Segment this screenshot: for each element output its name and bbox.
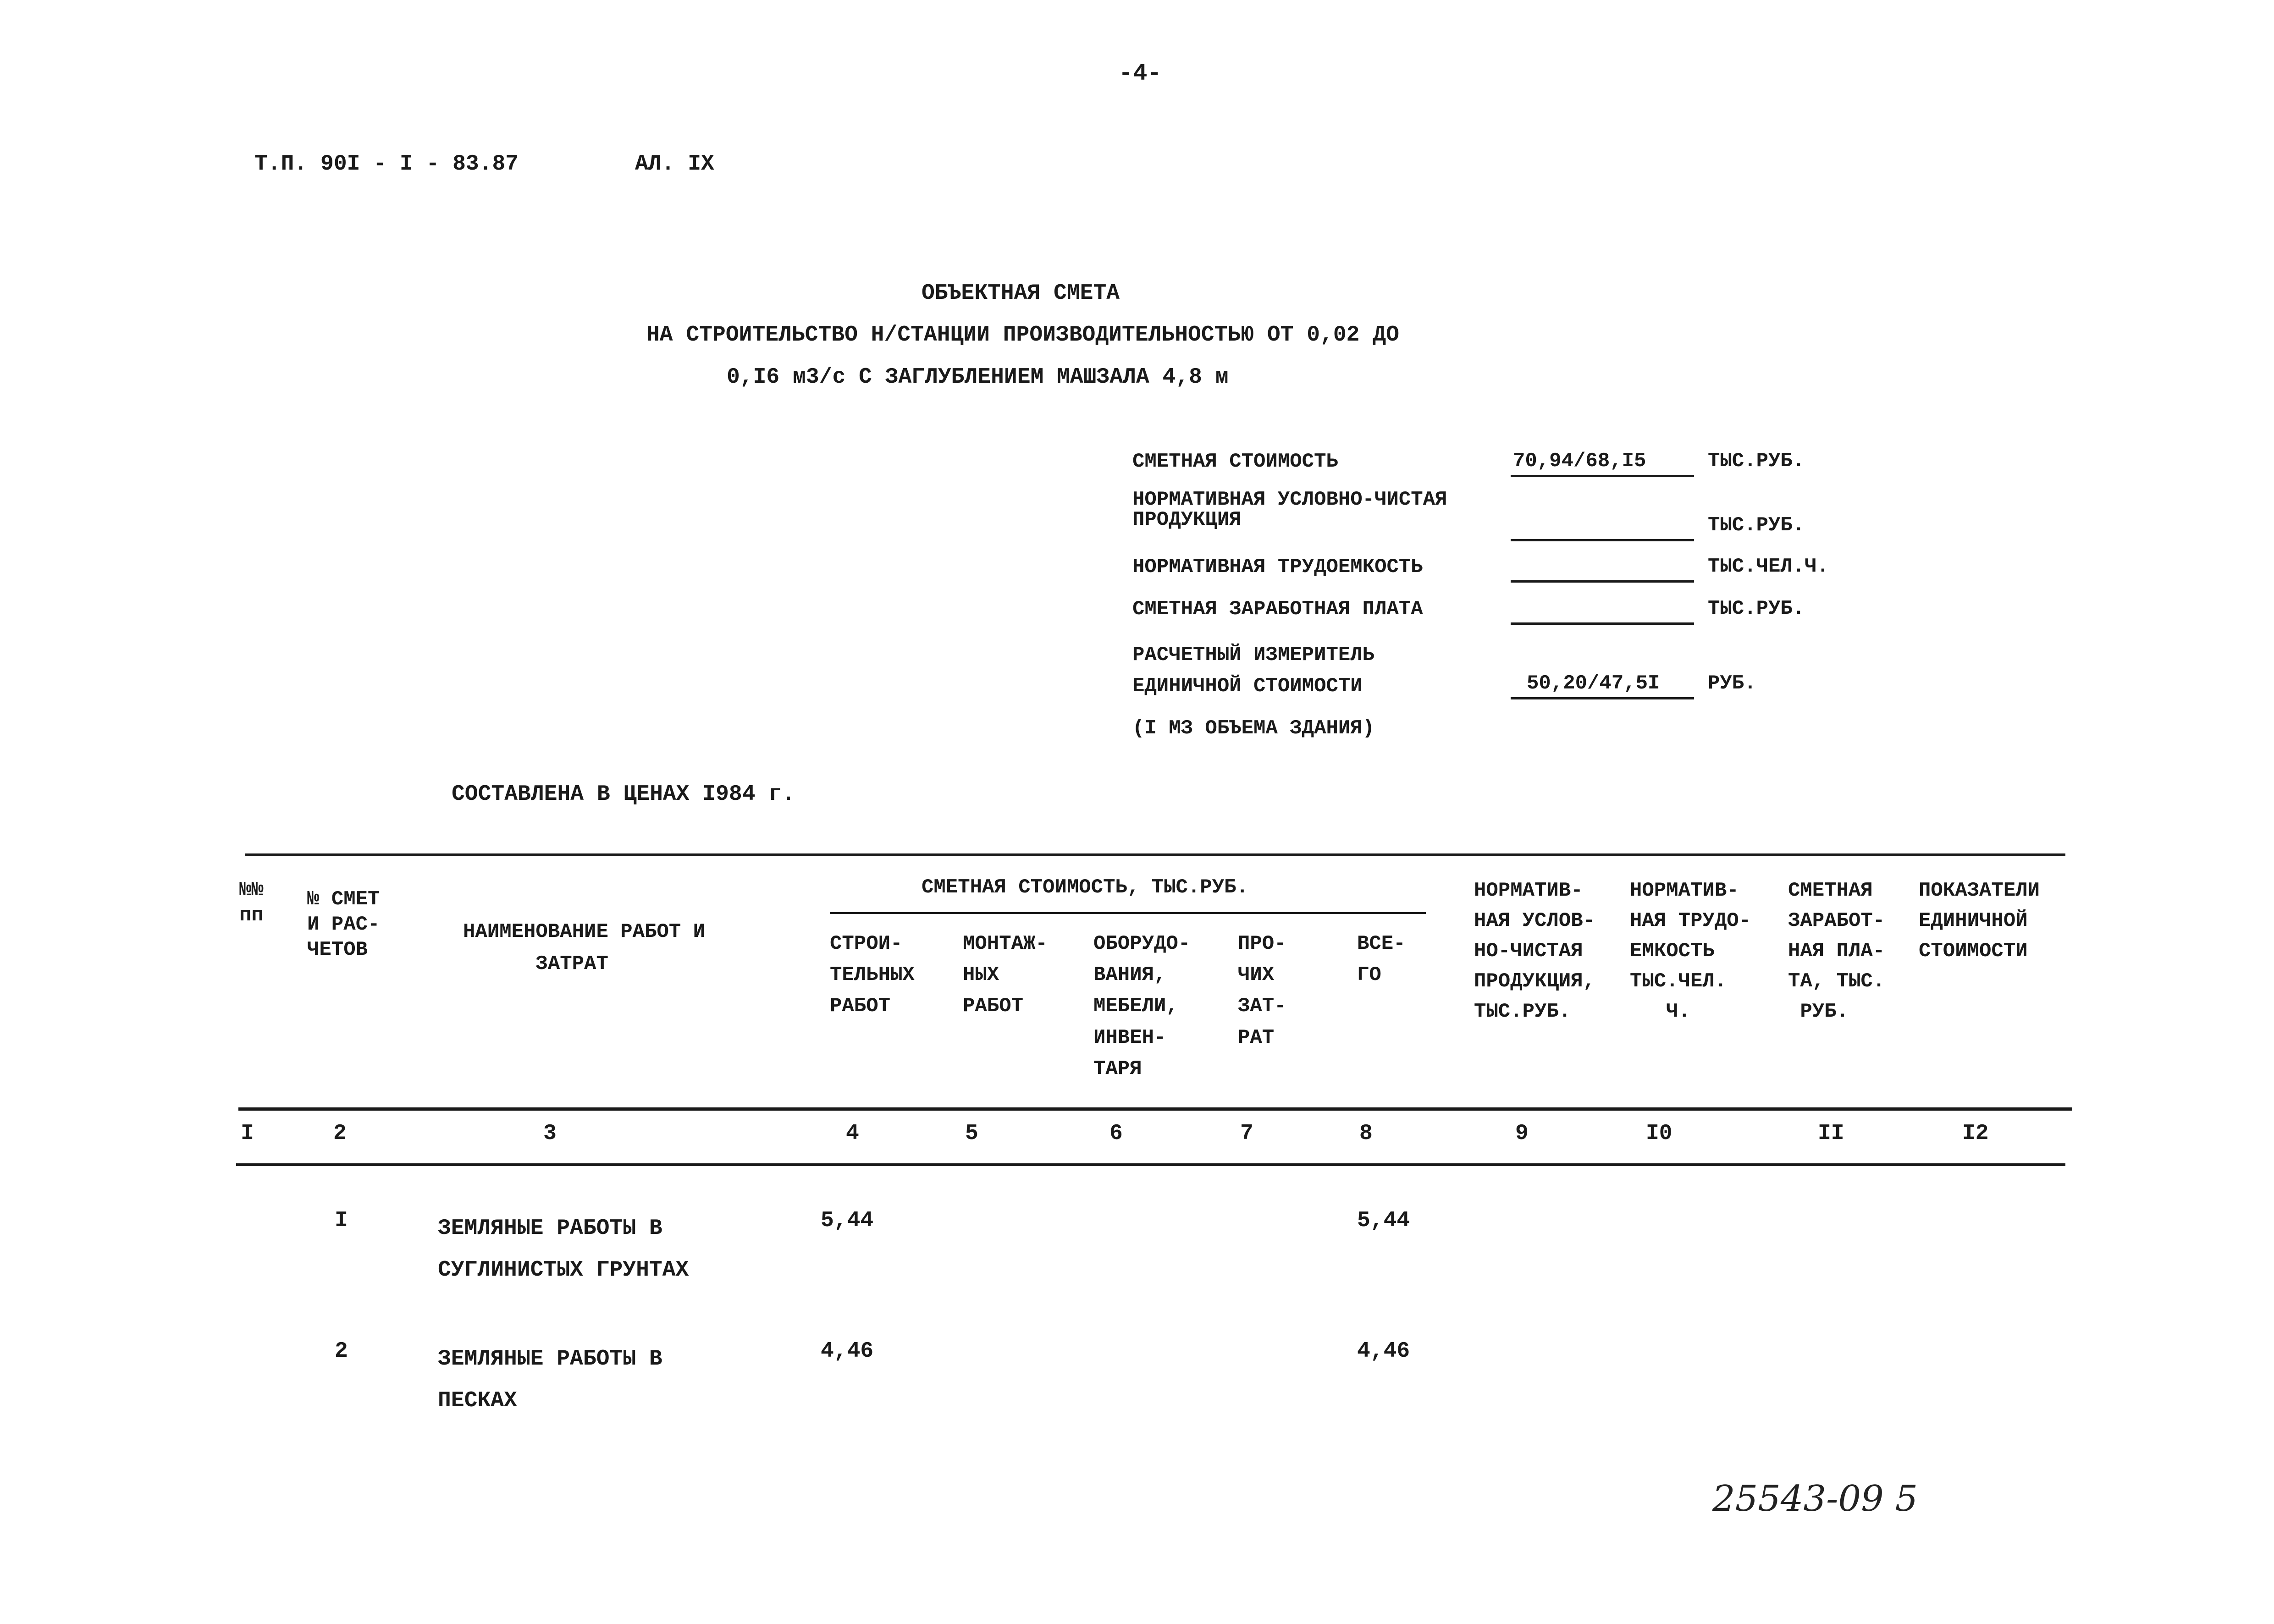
header-col-2: № СМЕТ И РАС- ЧЕТОВ [307,888,380,961]
column-number: 3 [543,1121,557,1146]
column-number: I0 [1646,1121,1672,1146]
header-col-7: ПРО- ЧИХ ЗАТ- РАТ [1238,932,1286,1049]
row-construction-cost: 5,44 [821,1208,874,1233]
summary-unit-cost: ТЫС.РУБ. [1708,450,1805,473]
group-header: СМЕТНАЯ СТОИМОСТЬ, ТЫС.РУБ. [922,876,1248,899]
header-col-4: СТРОИ- ТЕЛЬНЫХ РАБОТ [830,932,915,1018]
row-total-cost: 4,46 [1357,1339,1410,1364]
row-work-name: ЗЕМЛЯНЫЕ РАБОТЫ В ПЕСКАХ [438,1347,662,1414]
column-number: 6 [1109,1121,1123,1146]
column-number: 8 [1359,1121,1373,1146]
summary-label-product: НОРМАТИВНАЯ УСЛОВНО-ЧИСТАЯ ПРОДУКЦИЯ [1132,488,1447,531]
page-number: -4- [1119,60,1162,87]
header-col-3: НАИМЕНОВАНИЕ РАБОТ И ЗАТРАТ [463,920,706,976]
column-number: 4 [846,1121,859,1146]
summary-underline-labor [1511,580,1694,583]
column-numbers-rule [236,1163,2065,1166]
header-col-1: №№ пп [239,879,264,927]
column-number: II [1818,1121,1844,1146]
row-work-name: ЗЕМЛЯНЫЕ РАБОТЫ В СУГЛИНИСТЫХ ГРУНТАХ [438,1216,689,1283]
group-header-rule [830,912,1426,914]
column-number: 9 [1515,1121,1529,1146]
summary-underline-cost [1511,475,1694,477]
summary-label-unit-cost: РАСЧЕТНЫЙ ИЗМЕРИТЕЛЬ ЕДИНИЧНОЙ СТОИМОСТИ [1132,644,1375,698]
row-construction-cost: 4,46 [821,1339,874,1364]
summary-underline-product [1511,539,1694,541]
column-number: 5 [965,1121,978,1146]
header-col-6: ОБОРУДО- ВАНИЯ, МЕБЕЛИ, ИНВЕН- ТАРЯ [1093,932,1191,1080]
header-col-11: СМЕТНАЯ ЗАРАБОТ- НАЯ ПЛА- ТА, ТЫС. РУБ. [1788,879,1885,1023]
summary-label-labor: НОРМАТИВНАЯ ТРУДОЕМКОСТЬ [1132,556,1423,578]
header-col-5: МОНТАЖ- НЫХ РАБОТ [963,932,1048,1018]
summary-unit-unit-cost: РУБ. [1708,672,1756,695]
header-col-12: ПОКАЗАТЕЛИ ЕДИНИЧНОЙ СТОИМОСТИ [1919,879,2040,963]
header-col-9: НОРМАТИВ- НАЯ УСЛОВ- НО-ЧИСТАЯ ПРОДУКЦИЯ, ТЫС.РУБ. [1474,879,1595,1023]
column-number: 7 [1240,1121,1253,1146]
summary-unit-wages: ТЫС.РУБ. [1708,597,1805,620]
summary-value-unit-cost: 50,20/47,5I [1527,672,1660,695]
table-top-rule [245,853,2065,856]
header-bottom-rule [238,1107,2072,1111]
prices-note: СОСТАВЛЕНА В ЦЕНАХ I984 г. [452,782,795,807]
title-line-2: НА СТРОИТЕЛЬСТВО Н/СТАНЦИИ ПРОИЗВОДИТЕЛЬНОСТЬЮ ОТ 0,02 ДО [646,323,1399,347]
document-code: Т.П. 90I - I - 83.87 [254,152,519,176]
header-col-8: ВСЕ- ГО [1357,932,1406,987]
summary-value-cost: 70,94/68,I5 [1513,450,1646,473]
summary-unit-labor: ТЫС.ЧЕЛ.Ч. [1708,555,1829,578]
column-number: 2 [333,1121,347,1146]
archive-stamp-number: 25543-09 5 [1712,1478,1918,1519]
summary-underline-wages [1511,622,1694,625]
row-estimate-number: 2 [335,1339,348,1364]
row-total-cost: 5,44 [1357,1208,1410,1233]
summary-note: (I МЗ ОБЪЕМА ЗДАНИЯ) [1132,717,1375,740]
column-number: I2 [1962,1121,1989,1146]
title-line-3: 0,I6 м3/с С ЗАГЛУБЛЕНИЕМ МАШЗАЛА 4,8 м [727,365,1229,390]
sheet-number: АЛ. IX [635,152,714,176]
column-number: I [241,1121,254,1146]
summary-label-wages: СМЕТНАЯ ЗАРАБОТНАЯ ПЛАТА [1132,598,1423,621]
summary-underline-unit-cost [1511,697,1694,699]
header-col-10: НОРМАТИВ- НАЯ ТРУДО- ЕМКОСТЬ ТЫС.ЧЕЛ. Ч. [1630,879,1751,1023]
summary-unit-product: ТЫС.РУБ. [1708,514,1805,537]
row-estimate-number: I [335,1208,348,1233]
title-line-1: ОБЪЕКТНАЯ СМЕТА [922,281,1120,306]
summary-label-cost: СМЕТНАЯ СТОИМОСТЬ [1132,450,1338,473]
